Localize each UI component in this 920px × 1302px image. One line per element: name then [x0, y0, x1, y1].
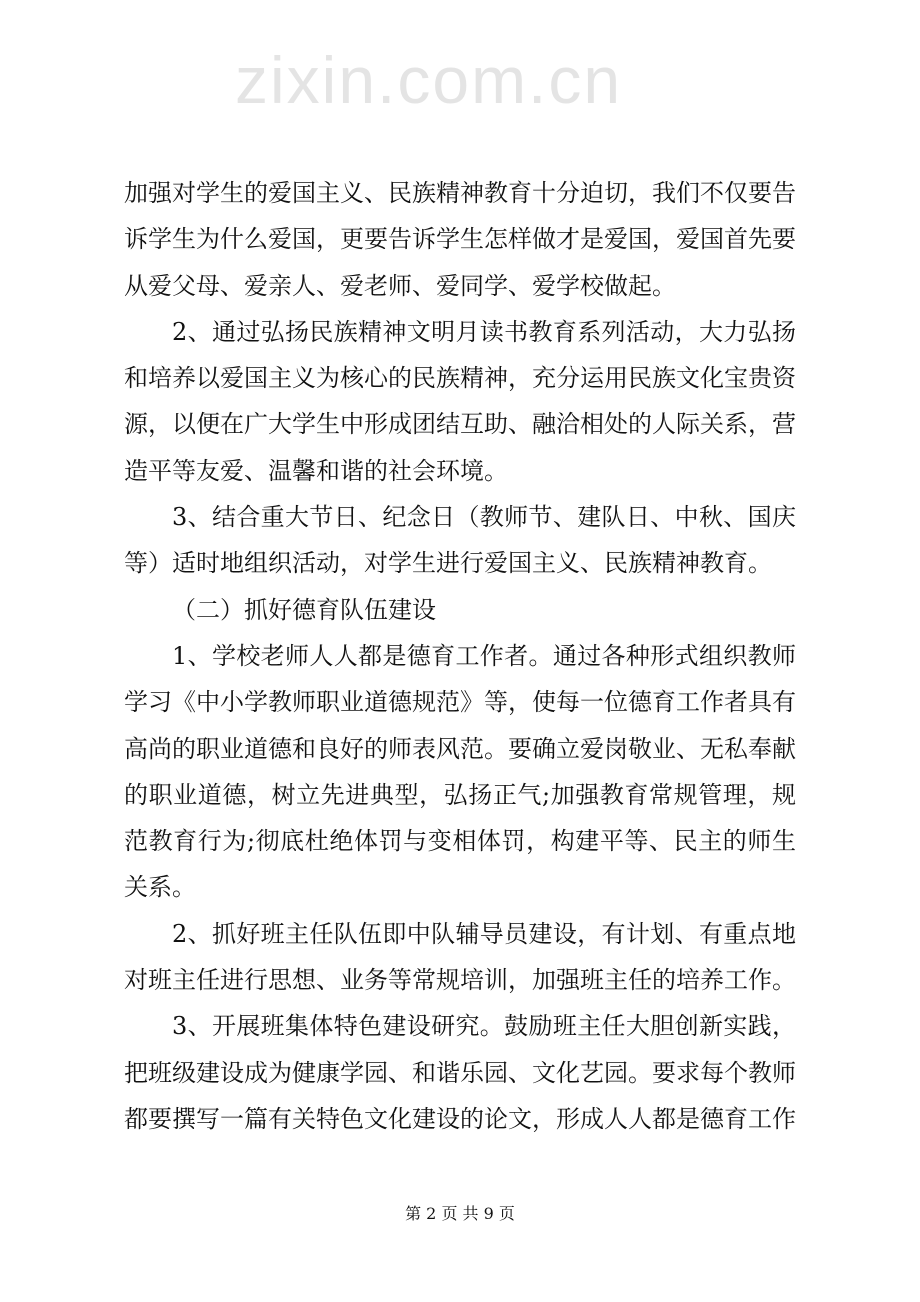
text-line-content: 范教育行为;彻底杜绝体罚与变相体罚，构建平等、民主的师生	[124, 827, 797, 856]
text-line	[124, 726, 796, 772]
text-line	[124, 494, 796, 540]
text-line-content: 和培养以爱国主义为核心的民族精神，充分运用民族文化宝贵资	[124, 364, 796, 393]
text-line	[124, 911, 796, 957]
text-line-content: 2、抓好班主任队伍即中队辅导员建设，有计划、有重点地	[172, 919, 797, 948]
text-line	[124, 170, 796, 216]
text-line-content: 对班主任进行思想、业务等常规培训，加强班主任的培养工作。	[124, 966, 796, 995]
text-line	[124, 679, 796, 725]
text-line-content: 加强对学生的爱国主义、民族精神教育十分迫切，我们不仅要告	[124, 179, 796, 207]
text-line-content: 3、结合重大节日、纪念日（教师节、建队日、中秋、国庆	[172, 503, 797, 532]
text-line-content: 诉学生为什么爱国，更要告诉学生怎样做才是爱国，爱国首先要	[124, 225, 796, 254]
document-body	[124, 170, 796, 1142]
text-line	[124, 448, 796, 494]
text-line	[124, 772, 796, 818]
text-line	[124, 401, 796, 447]
text-line	[124, 633, 796, 679]
text-line-content: 学习《中小学教师职业道德规范》等，使每一位德育工作者具有	[124, 688, 796, 717]
text-line-content: 2、通过弘扬民族精神文明月读书教育系列活动，大力弘扬	[172, 317, 797, 346]
text-line-content: 关系。	[124, 873, 196, 902]
text-line	[124, 864, 796, 910]
watermark: zixin.com.cn	[235, 43, 623, 117]
section-heading-text: （二）抓好德育队伍建设	[172, 595, 436, 624]
text-line-content: 都要撰写一篇有关特色文化建设的论文，形成人人都是德育工作	[124, 1104, 796, 1133]
text-line-content: 造平等友爱、温馨和谐的社会环境。	[124, 456, 508, 485]
text-line-content: 的职业道德，树立先进典型，弘扬正气;加强教育常规管理，规	[124, 780, 797, 809]
text-line	[124, 1050, 796, 1096]
text-line	[124, 1003, 796, 1049]
page-number-footer: 第 2 页 共 9 页	[405, 1204, 515, 1223]
text-line	[124, 216, 796, 262]
text-line-content: 从爱父母、爱亲人、爱老师、爱同学、爱学校做起。	[124, 271, 676, 300]
text-line	[124, 309, 796, 355]
text-line-content: 1、学校老师人人都是德育工作者。通过各种形式组织教师	[172, 641, 797, 670]
text-line	[124, 540, 796, 586]
text-line-content: 把班级建设成为健康学园、和谐乐园、文化艺园。要求每个教师	[124, 1058, 796, 1087]
text-line	[124, 957, 796, 1003]
text-line-content: 3、开展班集体特色建设研究。鼓励班主任大胆创新实践，	[172, 1012, 797, 1041]
text-line	[124, 818, 796, 864]
text-line-content: 源，以便在广大学生中形成团结互助、融洽相处的人际关系，营	[124, 410, 796, 439]
text-line	[124, 1096, 796, 1142]
text-line-content: 等）适时地组织活动，对学生进行爱国主义、民族精神教育。	[124, 549, 772, 578]
text-line	[124, 263, 796, 309]
section-heading	[124, 587, 796, 633]
text-line-content: 高尚的职业道德和良好的师表风范。要确立爱岗敬业、无私奉献	[124, 734, 796, 763]
text-line	[124, 355, 796, 401]
